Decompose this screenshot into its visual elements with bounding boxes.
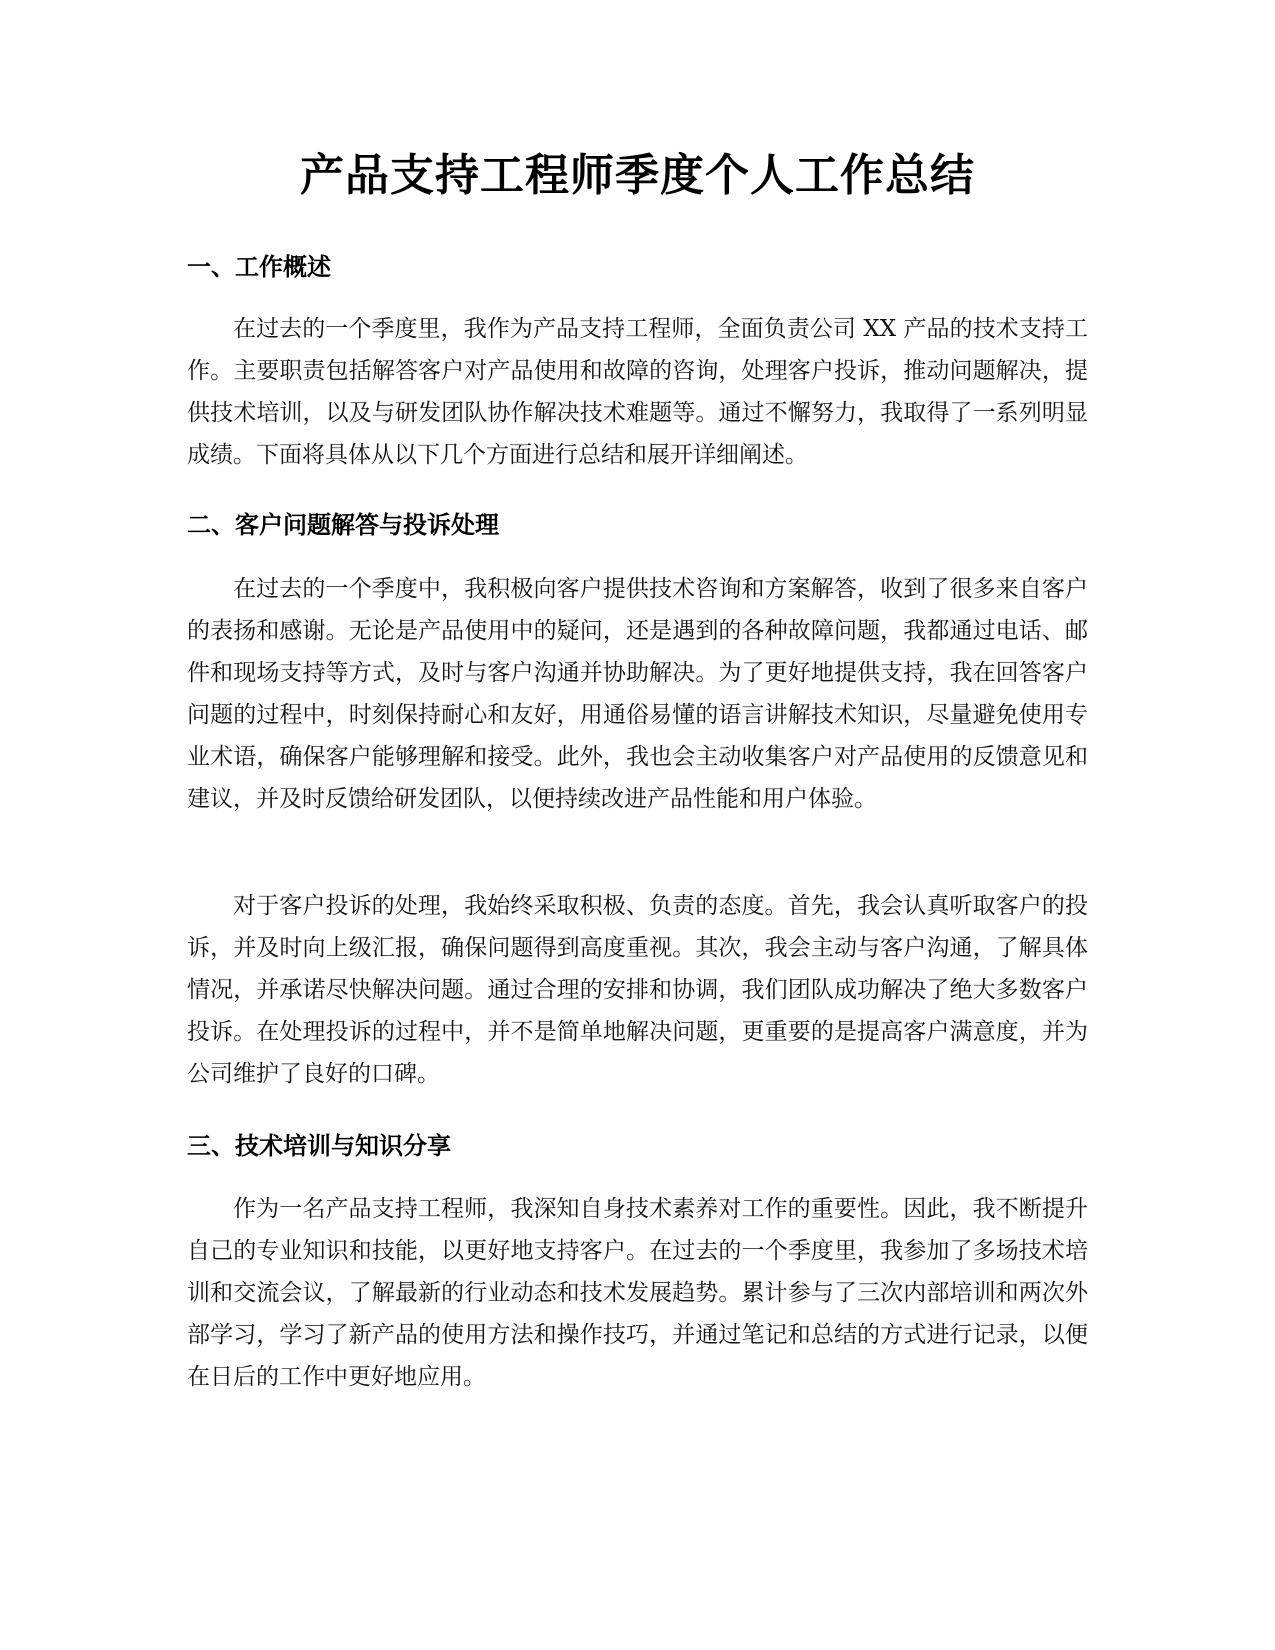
document-title: 产品支持工程师季度个人工作总结 xyxy=(300,150,975,201)
paragraph-training: 作为一名产品支持工程师，我深知自身技术素养对工作的重要性。因此，我不断提升自己的专业知识和技能，以更好地支持客户。在过去的一个季度里，我参加了多场技术培训和交流会议，了解最新的行业动态和技术发展趋势。累计参与了三次内部培训和两次外部学习，学习了新产品的使用方法和操作技巧，并通过笔记和总结的方式进行记录，以便在日后的工作中更好地应用。 xyxy=(187,1196,1088,1390)
paragraph-complaint-handling: 对于客户投诉的处理，我始终采取积极、负责的态度。首先，我会认真听取客户的投诉，并及时向上级汇报，确保问题得到高度重视。其次，我会主动与客户沟通，了解具体情况，并承诺尽快解决问题。通过合理的安排和协调，我们团队成功解决了绝大多数客户投诉。在处理投诉的过程中，并不是简单地解决问题，更重要的是提高客户满意度，并为公司维护了良好的口碑。 xyxy=(187,893,1088,1087)
section-heading-training: 三、技术培训与知识分享 xyxy=(187,1132,451,1160)
paragraph-customer-questions: 在过去的一个季度中，我积极向客户提供技术咨询和方案解答，收到了很多来自客户的表扬和感谢。无论是产品使用中的疑问，还是遇到的各种故障问题，我都通过电话、邮件和现场支持等方式，及时与客户沟通并协助解决。为了更好地提供支持，我在回答客户问题的过程中，时刻保持耐心和友好，用通俗易懂的语言讲解技术知识，尽量避免使用专业术语，确保客户能够理解和接受。此外，我也会主动收集客户对产品使用的反馈意见和建议，并及时反馈给研发团队，以便持续改进产品性能和用户体验。 xyxy=(187,576,1088,812)
section-heading-customer-support: 二、客户问题解答与投诉处理 xyxy=(187,511,499,539)
paragraph-overview: 在过去的一个季度里，我作为产品支持工程师，全面负责公司 XX 产品的技术支持工作。主要职责包括解答客户对产品使用和故障的咨询，处理客户投诉，推动问题解决，提供技术培训，以及与研发团队协作解决技术难题等。通过不懈努力，我取得了一系列明显成绩。下面将具体从以下几个方面进行总结和展开详细阐述。 xyxy=(187,316,1088,468)
section-heading-overview: 一、工作概述 xyxy=(187,253,331,281)
